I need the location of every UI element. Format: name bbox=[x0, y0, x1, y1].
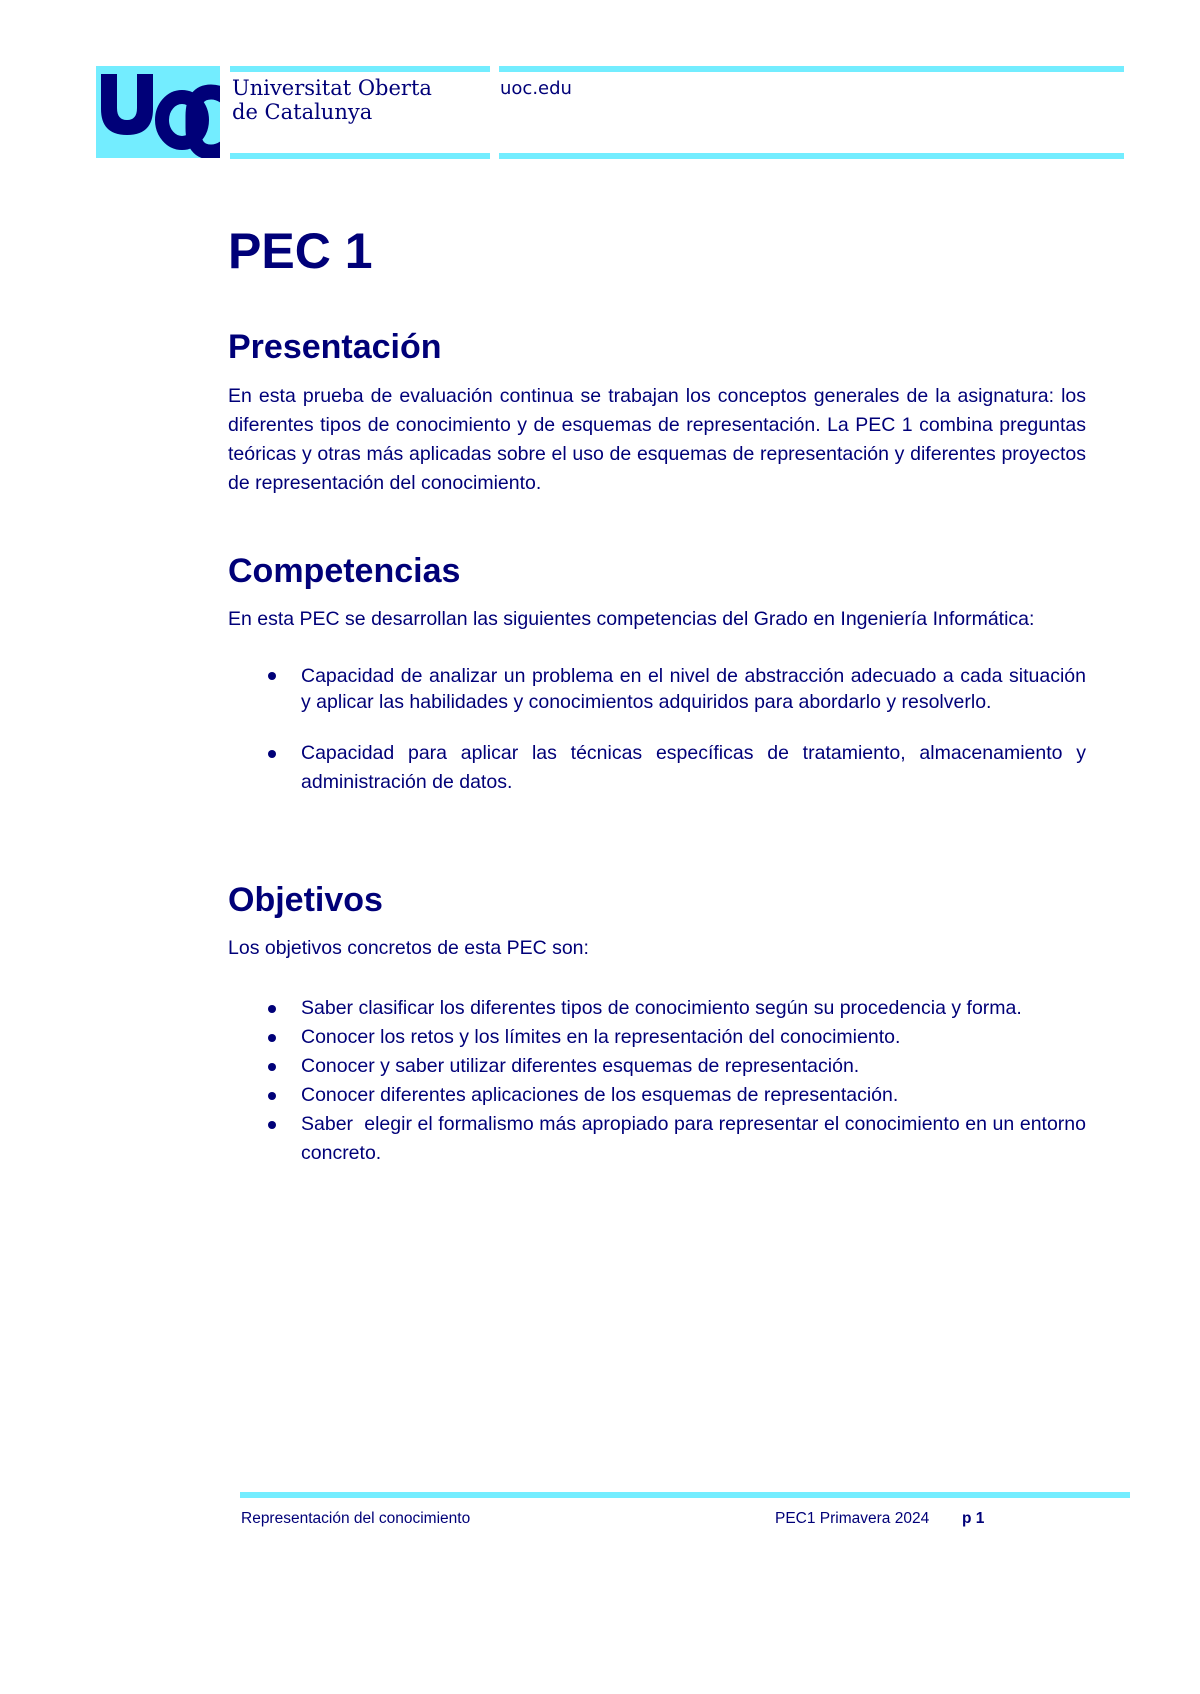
presentacion-paragraph: En esta prueba de evaluación continua se trabajan los conceptos generales de la asignatura: los diferentes tipos de conocimiento y de esquemas de representación. La PEC 1 combina preguntas teóricas y otras más aplicadas sobre el uso de esquemas de representación y diferentes proyectos de representación del conocimiento. bbox=[228, 385, 1086, 494]
section-heading-objetivos: Objetivos bbox=[228, 881, 383, 919]
bullet-icon bbox=[268, 1034, 276, 1042]
header-rule-bottom-left bbox=[230, 153, 490, 159]
objetivos-intro: Los objetivos concretos de esta PEC son: bbox=[228, 937, 589, 959]
header-rule-top-right bbox=[499, 66, 1124, 72]
bullet-icon bbox=[268, 750, 276, 758]
competencias-list bbox=[228, 663, 1086, 797]
objetivo-text: Conocer y saber utilizar diferentes esquemas de representación. bbox=[301, 1055, 860, 1077]
section-heading-presentacion: Presentación bbox=[228, 328, 442, 366]
objetivo-item bbox=[228, 1023, 1086, 1052]
header-rule-top-left bbox=[230, 66, 490, 72]
competencias-intro: En esta PEC se desarrollan las siguientes competencias del Grado en Ingeniería Informática: bbox=[228, 608, 1035, 630]
footer-term: PEC1 Primavera 2024 bbox=[775, 1510, 930, 1527]
bullet-icon bbox=[268, 1005, 276, 1013]
bullet-icon bbox=[268, 672, 276, 680]
objetivos-list bbox=[228, 994, 1092, 1168]
competencia-text: Capacidad de analizar un problema en el nivel de abstracción adecuado a cada situación y aplicar las habilidades y conocimientos adquiridos para abordarlo y resolverlo. bbox=[301, 665, 1086, 713]
footer-course-name: Representación del conocimiento bbox=[241, 1510, 471, 1527]
section-heading-competencias: Competencias bbox=[228, 552, 461, 590]
footer-rule bbox=[240, 1492, 1130, 1498]
bullet-icon bbox=[268, 1063, 276, 1071]
objetivo-text: Saber elegir el formalismo más apropiado para representar el conocimiento en un entorno concreto. bbox=[301, 1113, 1092, 1164]
university-name-line-1: Universitat Oberta bbox=[232, 76, 432, 100]
section-competencias bbox=[228, 549, 1086, 797]
competencia-item bbox=[228, 739, 1086, 797]
competencia-text: Capacidad para aplicar las técnicas específicas de tratamiento, almacenamiento y administración de datos. bbox=[301, 742, 1086, 793]
objetivo-item bbox=[228, 1081, 1086, 1110]
section-objetivos bbox=[228, 878, 1092, 1168]
uoc-logo-mark bbox=[96, 66, 220, 158]
footer-page-number: p 1 bbox=[962, 1510, 985, 1527]
section-presentacion bbox=[228, 325, 1086, 498]
bullet-icon bbox=[268, 1121, 276, 1129]
competencia-item bbox=[228, 663, 1086, 715]
objetivo-item bbox=[228, 994, 1086, 1023]
document-title: PEC 1 bbox=[228, 223, 373, 279]
objetivo-text: Saber clasificar los diferentes tipos de conocimiento según su procedencia y forma. bbox=[301, 997, 1022, 1019]
objetivo-text: Conocer los retos y los límites en la representación del conocimiento. bbox=[301, 1026, 901, 1048]
bullet-icon bbox=[268, 1092, 276, 1100]
uoc-logo bbox=[96, 66, 220, 158]
objetivo-text: Conocer diferentes aplicaciones de los esquemas de representación. bbox=[301, 1084, 899, 1106]
objetivo-item bbox=[228, 1110, 1092, 1168]
website-link[interactable]: uoc.edu bbox=[500, 78, 572, 99]
header-rule-bottom-right bbox=[499, 153, 1124, 159]
document-body bbox=[228, 218, 1092, 1168]
university-name bbox=[232, 76, 432, 124]
objetivo-item bbox=[228, 1052, 1086, 1081]
university-name-line-2: de Catalunya bbox=[232, 100, 373, 124]
